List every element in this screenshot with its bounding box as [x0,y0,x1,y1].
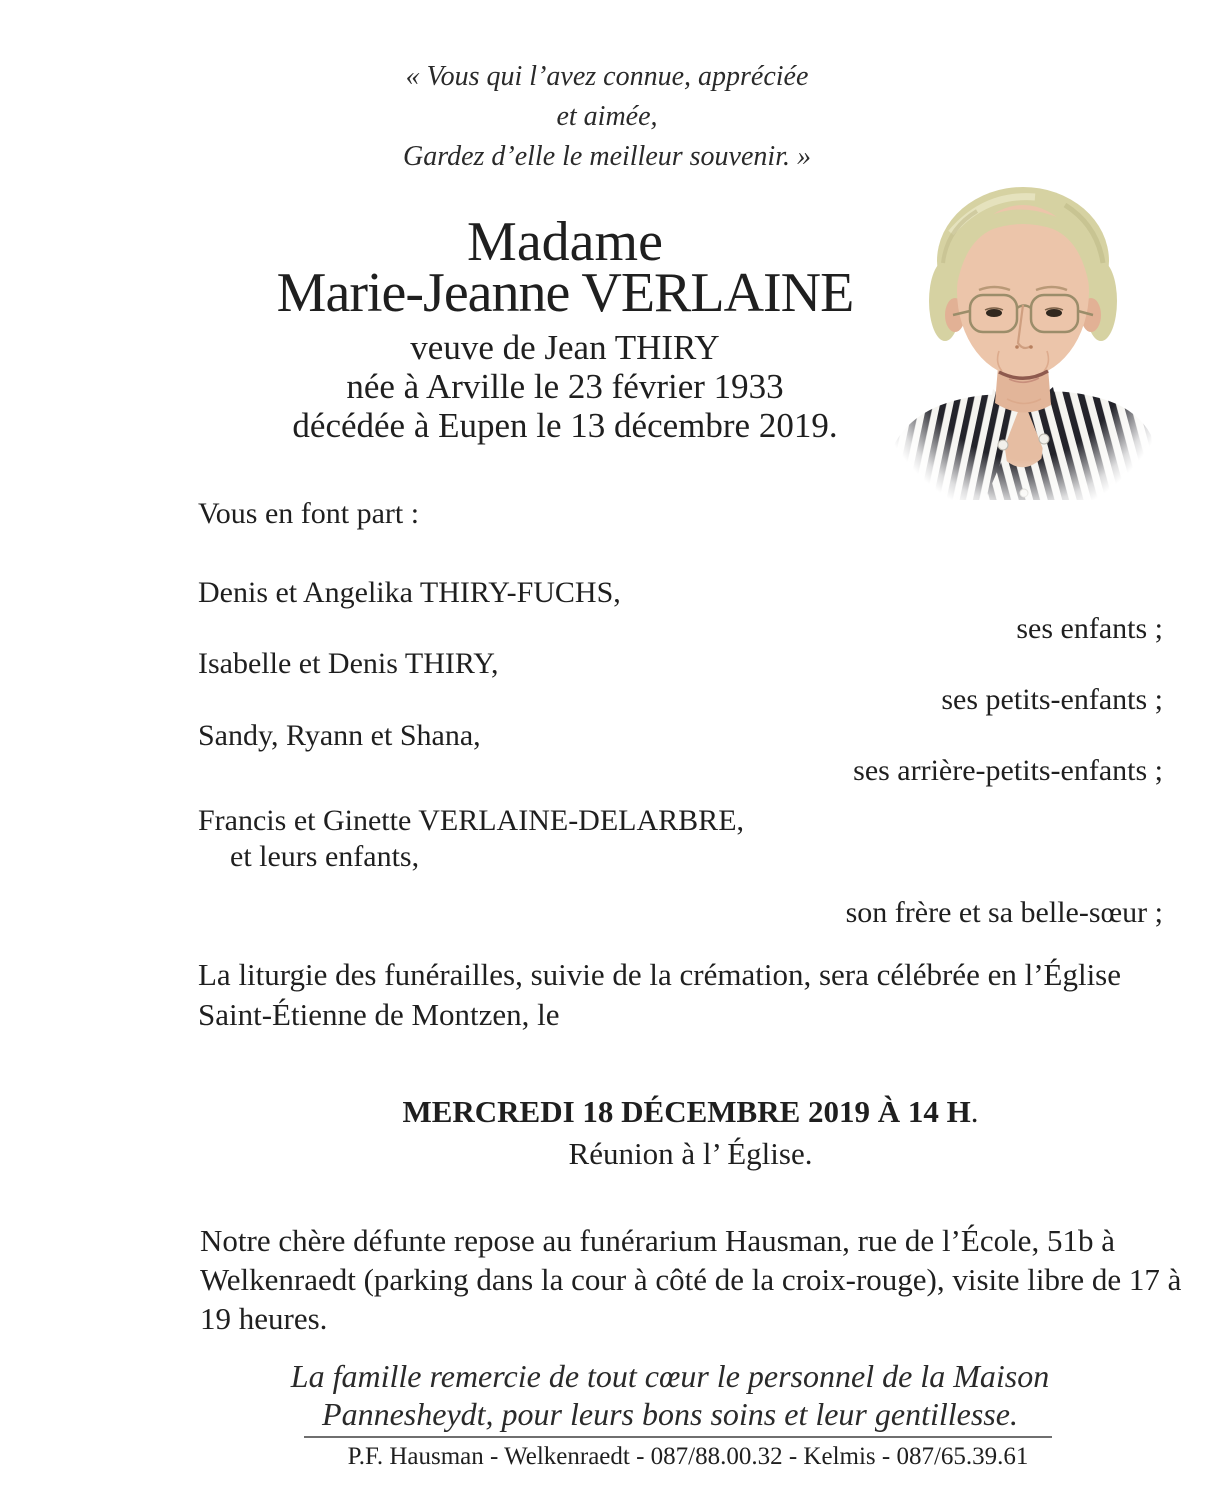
portrait-illustration [885,163,1160,500]
family-relation: ses petits-enfants ; [941,683,1163,716]
thanks-line: La famille remercie de tout cœur le personnel de la Maison [290,1358,1050,1394]
family-relation: ses enfants ; [1016,612,1163,645]
funeral-home-footer: P.F. Hausman - Welkenraedt - 087/88.00.32 - Kelmis - 087/65.39.61 [347,1443,1029,1470]
family-names-continued: et leurs enfants, [230,840,420,873]
family-names: Francis et Ginette VERLAINE-DELARBRE, [198,804,745,837]
liturgy-line: La liturgie des funérailles, suivie de la crémation, sera célébrée en l’Église [198,957,1122,992]
liturgy-paragraph [198,955,1121,1035]
repose-paragraph [200,1221,1181,1338]
ceremony-date-text: MERCREDI 18 DÉCEMBRE 2019 À 14 H [402,1094,971,1129]
family-names: Denis et Angelika THIRY-FUCHS, [198,576,621,609]
family-names: Sandy, Ryann et Shana, [198,719,481,752]
deceased-death: décédée à Eupen le 13 décembre 2019. [292,406,838,445]
memorial-quote [7,57,1207,177]
quote-line: et aimée, [556,101,658,132]
ceremony-meeting: Réunion à l’ Église. [568,1136,813,1171]
repose-line: Welkenraedt (parking dans la cour à côté de la croix-rouge), visite libre de 17 à [200,1262,1182,1297]
quote-line: « Vous qui l’avez connue, appréciée [405,61,809,92]
quote-line: Gardez d’elle le meilleur souvenir. » [403,141,811,172]
deceased-portrait [885,163,1160,500]
family-relation: ses arrière-petits-enfants ; [853,754,1163,787]
deceased-birth: née à Arville le 23 février 1933 [346,367,784,406]
ceremony-date-period: . [970,1094,979,1129]
announcement-intro: Vous en font part : [198,497,420,530]
deceased-name: Marie-Jeanne VERLAINE [276,262,854,324]
repose-line: 19 heures. [200,1301,328,1336]
repose-line: Notre chère défunte repose au funérarium Hausman, rue de l’École, 51b à [200,1223,1115,1258]
deceased-relation: veuve de Jean THIRY [410,328,720,367]
liturgy-line: Saint-Étienne de Montzen, le [198,997,560,1032]
thanks-line: Pannesheydt, pour leurs bons soins et leur gentillesse. [322,1396,1018,1432]
deceased-title: Madame [467,211,663,273]
footer-divider [304,1436,1052,1438]
ceremony-date [198,1094,1183,1130]
family-relation: son frère et sa belle-sœur ; [845,896,1163,929]
family-names: Isabelle et Denis THIRY, [198,647,499,680]
family-thanks [126,1357,1214,1433]
